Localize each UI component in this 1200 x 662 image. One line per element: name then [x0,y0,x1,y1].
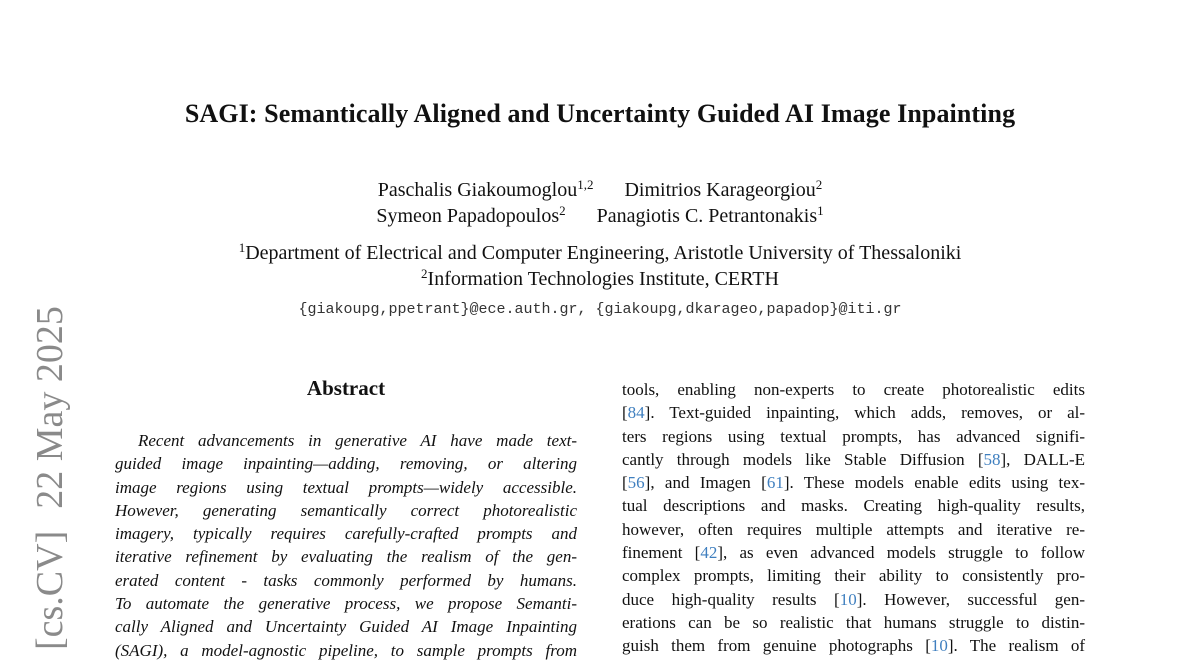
body-text: ], DALL-E [1000,449,1086,469]
body-line [622,541,1085,564]
abstract-heading: Abstract [306,376,386,400]
body-line [622,378,1085,401]
citation-link[interactable]: 42 [700,543,718,563]
affiliation [0,242,1200,265]
citation-link[interactable]: 10 [839,589,857,609]
author [624,179,822,202]
abstract-line: (SAGI), a model-agnostic pipeline, to sample prompts from [115,640,577,660]
affiliation-marker: 1 [238,240,246,255]
author-name: Dimitrios Karageorgiou [624,179,816,201]
body-text: complex prompts, limiting their ability to consistently pro- [622,566,1085,586]
body-text: tools, enabling non-experts to create photorealistic edits [622,380,1085,399]
body-text: cantly through models like Stable Diffusion [ [622,449,984,469]
abstract-line: imagery, typically requires carefully-crafted prompts and [115,524,577,544]
body-text: ]. These models enable edits using tex- [783,473,1085,493]
arxiv-date: 22 May 2025 [29,306,71,509]
body-text: finement [ [622,543,701,563]
author-name: Paschalis Giakoumoglou [377,179,578,201]
abstract-line: Recent advancements in generative AI have made text- [138,431,577,450]
body-line [622,448,1085,471]
author [597,205,824,228]
body-text: ]. Text-guided inpainting, which adds, removes, or al- [644,403,1085,423]
abstract-line: However, generating semantically correct photorealistic [115,500,577,520]
body-text: guish them from genuine photographs [ [622,636,931,656]
body-text: tual descriptions and masks. Creating high-quality results, [622,496,1085,516]
author-name: Symeon Papadopoulos [376,205,560,227]
citation-link[interactable]: 58 [983,449,1001,469]
abstract-line: cally Aligned and Uncertainty Guided AI Image Inpainting [115,617,577,637]
abstract-body [115,429,577,662]
affiliation-marker: 2 [421,266,428,281]
author [378,179,594,202]
body-text: ], as even advanced models struggle to follow [717,543,1085,563]
body-text: [ [622,403,628,423]
author-name: Panagiotis C. Petrantonakis [596,205,818,227]
abstract-line: image regions using textual prompts—widely accessible. [115,477,577,497]
author [376,205,565,228]
author-row [0,205,1200,228]
body-line [622,401,1085,424]
body-text: ], and Imagen [ [644,473,767,493]
affiliation [0,268,1200,291]
author-affiliation-marker: 1,2 [577,177,594,192]
abstract-line: guided image inpainting—adding, removing, or altering [115,454,577,474]
author-affiliation-marker: 1 [817,203,824,218]
arxiv-identifier [28,290,72,650]
body-text: erations can be so realistic that humans struggle to distin- [622,612,1085,632]
body-text: [ [622,473,628,493]
body-line [622,588,1085,611]
body-line [622,471,1085,494]
body-line [622,494,1085,517]
body-line [622,634,1085,657]
abstract-line: To automate the generative process, we propose Semanti- [115,594,577,614]
citation-link[interactable]: 61 [766,473,784,493]
abstract-line: iterative refinement by evaluating the realism of the gen- [115,547,577,567]
arxiv-category: [cs.CV] [29,530,71,650]
body-text: however, often requires multiple attempts and iterative re- [622,519,1085,539]
affiliation-text: Department of Electrical and Computer Engineering, Aristotle University of Thessaloniki [245,242,962,264]
introduction-body [622,378,1085,658]
author-emails: {giakoupg,ppetrant}@ece.auth.gr, {giakoupg,dkarageo,papadop}@iti.gr [298,301,902,318]
body-text: ters regions using textual prompts, has advanced signifi- [622,426,1085,446]
body-line [622,611,1085,634]
body-text: ]. The realism of [947,636,1085,656]
author-row [0,179,1200,202]
author-affiliation-marker: 2 [815,177,823,192]
body-line [622,425,1085,448]
citation-link[interactable]: 10 [930,636,948,656]
citation-link[interactable]: 84 [627,403,645,423]
abstract-line: erated content - tasks commonly performed by humans. [115,570,577,590]
body-line [622,564,1085,587]
body-text: ]. However, successful gen- [856,589,1085,609]
paper-title: SAGI: Semantically Aligned and Uncertainty Guided AI Image Inpainting [184,99,1016,128]
body-text: duce high-quality results [ [622,589,840,609]
affiliation-text: Information Technologies Institute, CERTH [427,268,779,290]
citation-link[interactable]: 56 [627,473,645,493]
body-line [622,518,1085,541]
author-affiliation-marker: 2 [559,203,566,218]
